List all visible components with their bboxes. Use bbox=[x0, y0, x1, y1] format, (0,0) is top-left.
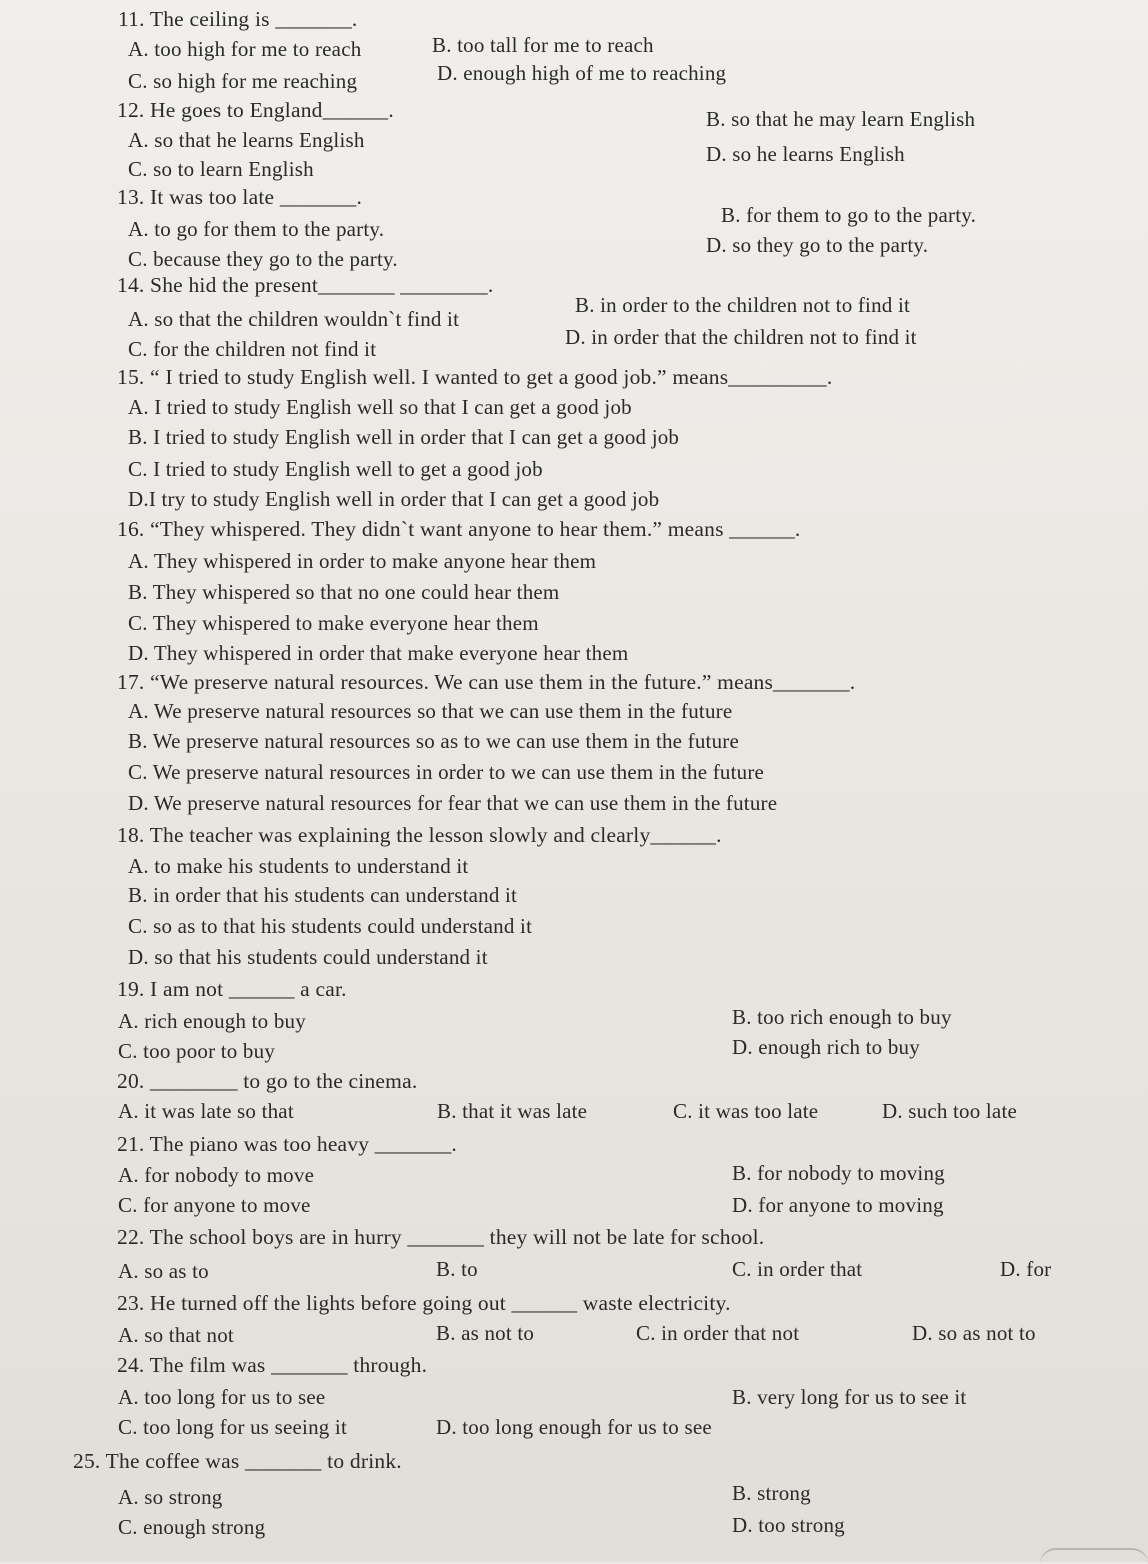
question-25-option-c: C. enough strong bbox=[118, 1515, 266, 1539]
question-13-option-c: C. because they go to the party. bbox=[128, 247, 398, 271]
question-17-option-b: B. We preserve natural resources so as to we can use them in the future bbox=[128, 729, 739, 753]
question-16-option-a: A. They whispered in order to make anyone hear them bbox=[128, 549, 597, 573]
question-25-stem: 25. The coffee was _______ to drink. bbox=[73, 1449, 402, 1473]
question-21-option-a: A. for nobody to move bbox=[118, 1163, 315, 1187]
question-20-option-c: C. it was too late bbox=[673, 1099, 819, 1123]
question-14-option-c: C. for the children not find it bbox=[128, 337, 377, 361]
question-23-stem: 23. He turned off the lights before going out ______ waste electricity. bbox=[117, 1291, 731, 1315]
question-13-stem: 13. It was too late _______. bbox=[117, 185, 363, 209]
question-16-option-d: D. They whispered in order that make everyone hear them bbox=[128, 641, 629, 665]
question-21-option-b: B. for nobody to moving bbox=[732, 1161, 945, 1185]
question-14-option-d: D. in order that the children not to find it bbox=[565, 325, 917, 349]
question-22-option-a: A. so as to bbox=[118, 1259, 209, 1283]
question-19-stem: 19. I am not ______ a car. bbox=[117, 977, 347, 1001]
question-22-option-d: D. for bbox=[1000, 1257, 1052, 1281]
question-19-option-b: B. too rich enough to buy bbox=[732, 1005, 952, 1029]
question-19-option-a: A. rich enough to buy bbox=[118, 1009, 306, 1033]
question-19-option-d: D. enough rich to buy bbox=[732, 1035, 920, 1059]
question-17-option-c: C. We preserve natural resources in order to we can use them in the future bbox=[128, 760, 765, 784]
question-20-option-d: D. such too late bbox=[882, 1099, 1018, 1123]
question-16-option-b: B. They whispered so that no one could hear them bbox=[128, 580, 560, 604]
question-18-option-b: B. in order that his students can understand it bbox=[128, 883, 518, 907]
question-12-stem: 12. He goes to England______. bbox=[117, 98, 394, 122]
question-22-option-b: B. to bbox=[436, 1257, 478, 1281]
question-24-option-d: D. too long enough for us to see bbox=[436, 1415, 712, 1439]
question-21-stem: 21. The piano was too heavy _______. bbox=[117, 1132, 457, 1156]
question-13-option-a: A. to go for them to the party. bbox=[128, 217, 385, 241]
question-19-option-c: C. too poor to buy bbox=[118, 1039, 276, 1063]
question-11-option-b: B. too tall for me to reach bbox=[432, 33, 654, 57]
question-12-option-a: A. so that he learns English bbox=[128, 128, 365, 152]
question-18-option-d: D. so that his students could understand it bbox=[128, 945, 488, 969]
question-14-stem: 14. She hid the present_______ ________. bbox=[117, 273, 494, 297]
question-12-option-b: B. so that he may learn English bbox=[706, 107, 976, 131]
question-24-stem: 24. The film was _______ through. bbox=[117, 1353, 428, 1377]
question-11-option-c: C. so high for me reaching bbox=[128, 69, 358, 93]
question-24-option-b: B. very long for us to see it bbox=[732, 1385, 967, 1409]
question-20-option-b: B. that it was late bbox=[437, 1099, 588, 1123]
question-17-stem: 17. “We preserve natural resources. We can use them in the future.” means_______. bbox=[117, 670, 856, 694]
question-15-option-b: B. I tried to study English well in order that I can get a good job bbox=[128, 425, 680, 449]
question-23-option-b: B. as not to bbox=[436, 1321, 535, 1345]
question-12-option-c: C. so to learn English bbox=[128, 157, 314, 181]
question-22-option-c: C. in order that bbox=[732, 1257, 863, 1281]
question-16-stem: 16. “They whispered. They didn`t want anyone to hear them.” means ______. bbox=[117, 517, 801, 541]
question-21-option-c: C. for anyone to move bbox=[118, 1193, 311, 1217]
question-13-option-d: D. so they go to the party. bbox=[706, 233, 929, 257]
question-22-stem: 22. The school boys are in hurry _______ they will not be late for school. bbox=[117, 1225, 765, 1249]
question-25-option-b: B. strong bbox=[732, 1481, 811, 1505]
question-20-option-a: A. it was late so that bbox=[118, 1099, 294, 1123]
question-18-option-c: C. so as to that his students could understand it bbox=[128, 914, 533, 938]
question-23-option-a: A. so that not bbox=[118, 1323, 234, 1347]
question-24-option-c: C. too long for us seeing it bbox=[118, 1415, 348, 1439]
question-15-option-d: D.I try to study English well in order that I can get a good job bbox=[128, 487, 660, 511]
question-18-option-a: A. to make his students to understand it bbox=[128, 854, 469, 878]
question-21-option-d: D. for anyone to moving bbox=[732, 1193, 944, 1217]
question-11-option-a: A. too high for me to reach bbox=[128, 37, 362, 61]
question-14-option-a: A. so that the children wouldn`t find it bbox=[128, 307, 460, 331]
question-16-option-c: C. They whispered to make everyone hear them bbox=[128, 611, 539, 635]
question-23-option-d: D. so as not to bbox=[912, 1321, 1036, 1345]
question-12-option-d: D. so he learns English bbox=[706, 142, 905, 166]
question-15-option-a: A. I tried to study English well so that I can get a good job bbox=[128, 395, 632, 419]
question-17-option-a: A. We preserve natural resources so that we can use them in the future bbox=[128, 699, 733, 723]
question-11-option-d: D. enough high of me to reaching bbox=[437, 61, 727, 85]
question-23-option-c: C. in order that not bbox=[636, 1321, 800, 1345]
question-17-option-d: D. We preserve natural resources for fear that we can use them in the future bbox=[128, 791, 778, 815]
question-11-stem: 11. The ceiling is _______. bbox=[118, 7, 358, 31]
question-15-stem: 15. “ I tried to study English well. I wanted to get a good job.” means_________. bbox=[117, 365, 833, 389]
question-20-stem: 20. ________ to go to the cinema. bbox=[117, 1069, 418, 1093]
question-15-option-c: C. I tried to study English well to get a good job bbox=[128, 457, 543, 481]
question-13-option-b: B. for them to go to the party. bbox=[721, 203, 977, 227]
question-25-option-d: D. too strong bbox=[732, 1513, 845, 1537]
question-18-stem: 18. The teacher was explaining the lesson slowly and clearly______. bbox=[117, 823, 722, 847]
question-14-option-b: B. in order to the children not to find it bbox=[575, 293, 911, 317]
question-24-option-a: A. too long for us to see bbox=[118, 1385, 326, 1409]
question-25-option-a: A. so strong bbox=[118, 1485, 223, 1509]
